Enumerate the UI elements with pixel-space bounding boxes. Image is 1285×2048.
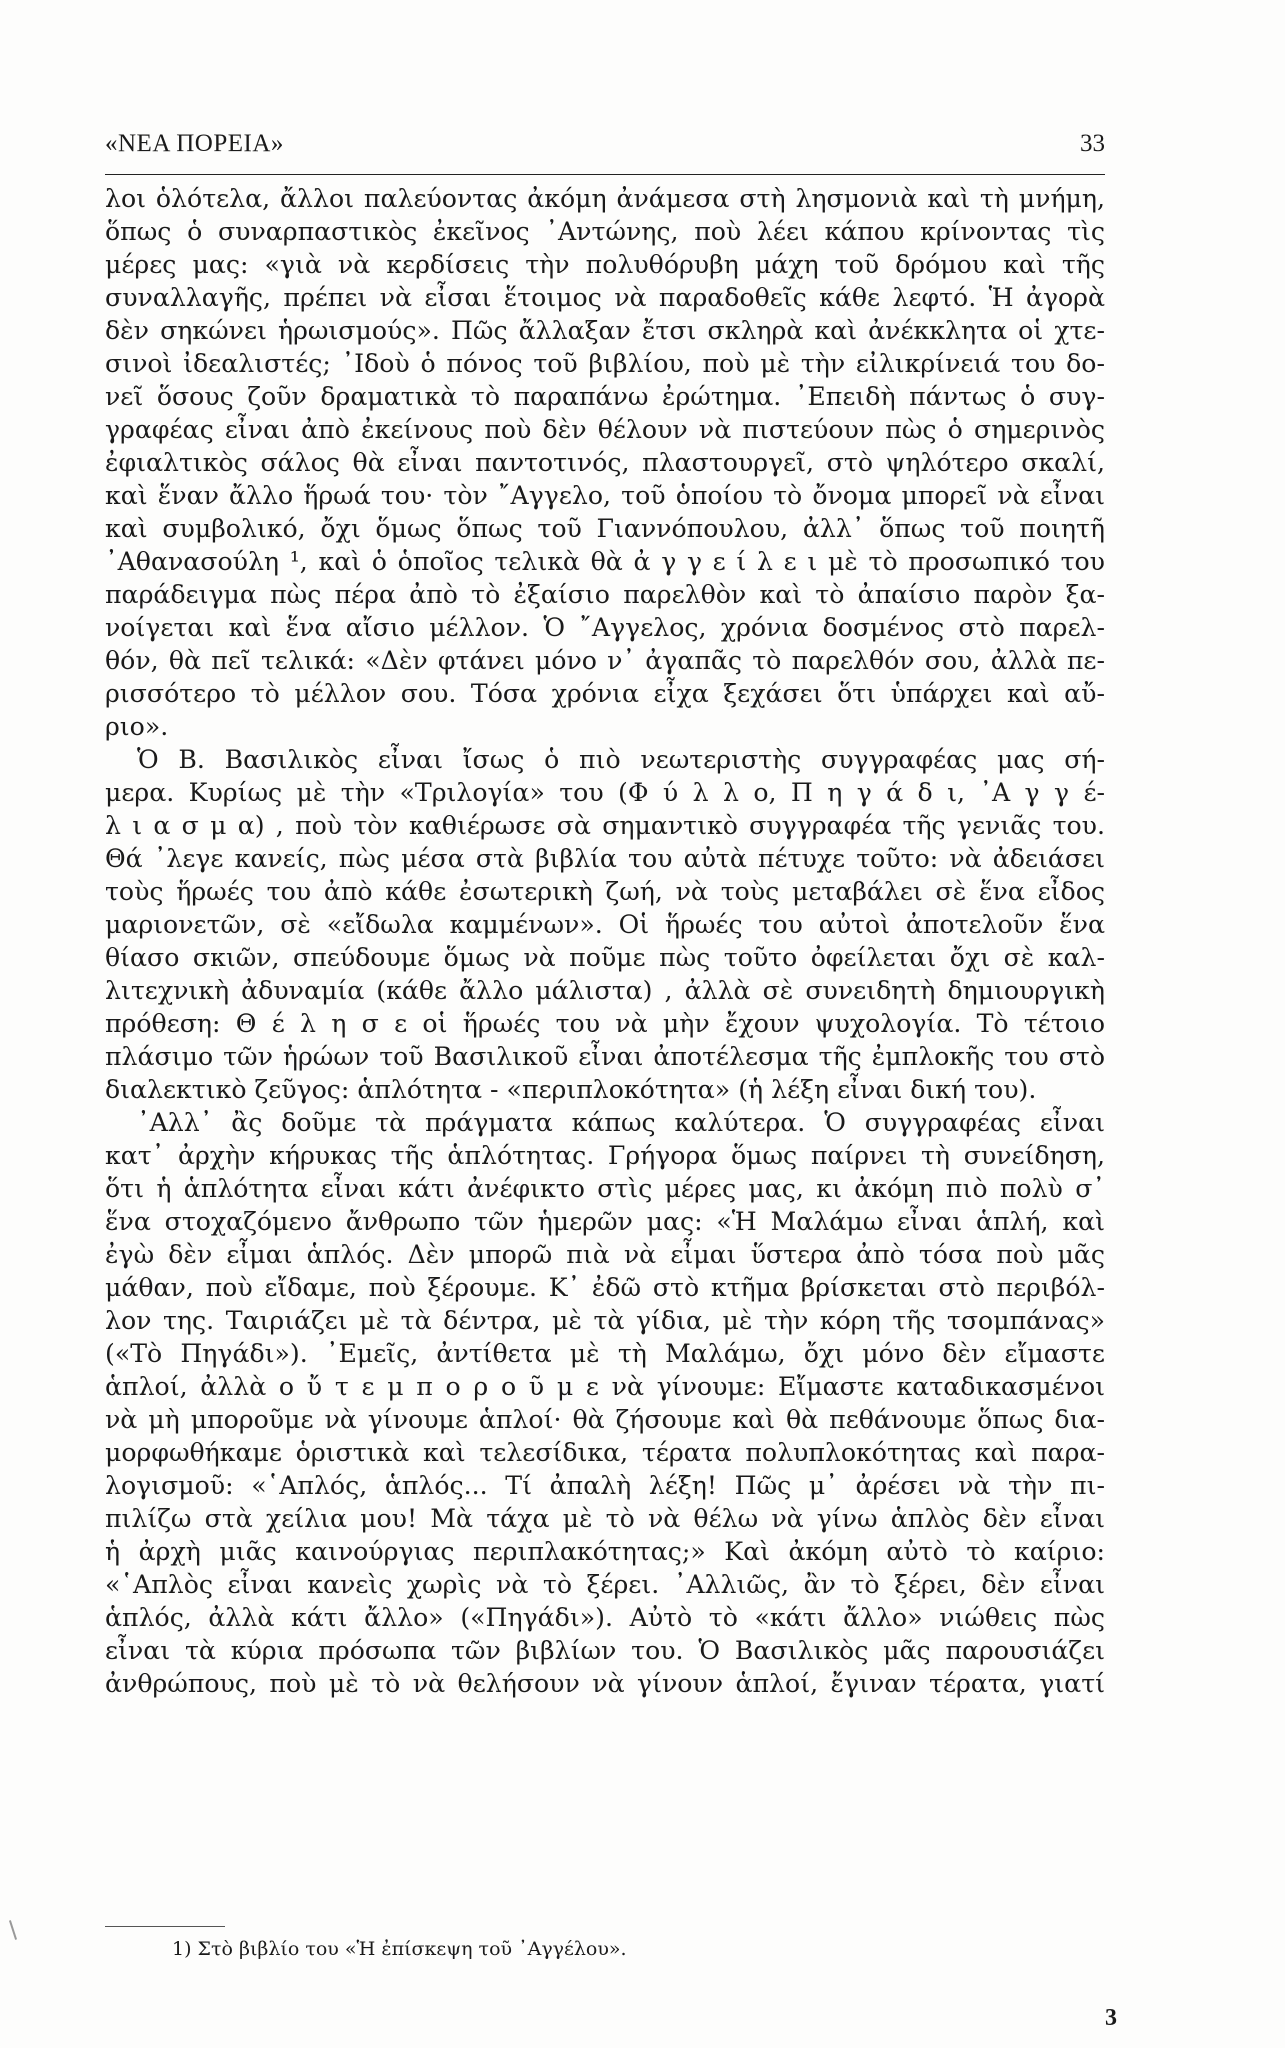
text-line: πλάσιμο τῶν ἡρώων τοῦ Βασιλικοῦ εἶναι ἀποτέλεσμα τῆς ἐμπλοκῆς του στὸ [105, 1042, 1105, 1071]
text-line: Ὁ Β. Βασιλικὸς εἶναι ἴσως ὁ πιὸ νεωτεριστὴς συγγραφέας μας σή- [137, 745, 1105, 774]
text-line: θίασο σκιῶν, σπεύδουμε ὅμως νὰ ποῦμε πὼς τοῦτο ὀφείλεται ὄχι σὲ καλ- [105, 943, 1105, 972]
text-line: πρόθεση: Θ έ λ η σ ε οἱ ἥρωές του νὰ μὴν ἔχουν ψυχολογία. Τὸ τέτοιο [105, 1009, 1105, 1038]
text-line: ἁπλός, ἀλλὰ κάτι ἄλλο» («Πηγάδι»). Αὐτὸ τὸ «κάτι ἄλλο» νιώθεις πὼς [105, 1603, 1105, 1632]
text-line: θόν, θὰ πεῖ τελικά: «Δὲν φτάνει μόνο ν᾿ ἀγαπᾶς τὸ παρελθόν σου, ἀλλὰ πε- [105, 646, 1105, 675]
text-line: παράδειγμα πὼς πέρα ἀπὸ τὸ ἐξαίσιο παρελθὸν καὶ τὸ ἀπαίσιο παρὸν ξα- [105, 580, 1105, 609]
text-line: ἁπλοί, ἀλλὰ ο ὔ τ ε μ π ο ρ ο ῦ μ ε νὰ γίνουμε: Εἴμαστε καταδικασμένοι [105, 1372, 1105, 1401]
text-line: ριο». [105, 712, 169, 741]
text-line: ἕνα στοχαζόμενο ἄνθρωπο τῶν ἡμερῶν μας: «Ἡ Μαλάμω εἶναι ἁπλή, καὶ [105, 1207, 1105, 1236]
text-line: ὅπως ὁ συναρπαστικὸς ἐκεῖνος ᾿Αντώνης, ποὺ λέει κάπου κρίνοντας τὶς [105, 217, 1105, 246]
text-line: κατ᾿ ἀρχὴν κήρυκας τῆς ἁπλότητας. Γρήγορα ὅμως παίρνει τὴ συνείδηση, [105, 1141, 1105, 1170]
footnote: 1) Στὸ βιβλίο του «Ἡ ἐπίσκεψη τοῦ ᾿Αγγέλου». [172, 1938, 627, 1960]
journal-title: «ΝΕΑ ΠΟΡΕΙΑ» [105, 130, 284, 157]
text-line: μαριονετῶν, σὲ «εἴδωλα καμμένων». Οἱ ἥρωές του αὐτοὶ ἀποτελοῦν ἕνα [105, 910, 1105, 939]
text-line: συναλλαγῆς, πρέπει νὰ εἶσαι ἕτοιμος νὰ παραδοθεῖς κάθε λεφτό. Ἡ ἀγορὰ [105, 283, 1105, 312]
text-line: νοίγεται καὶ ἕνα αἴσιο μέλλον. Ὁ ῎Αγγελος, χρόνια δοσμένος στὸ παρελ- [105, 613, 1105, 642]
text-line: πιλίζω στὰ χείλια μου! Μὰ τάχα μὲ τὸ νὰ θέλω νὰ γίνω ἁπλὸς δὲν εἶναι [105, 1504, 1105, 1533]
text-line: καὶ ἕναν ἄλλο ἥρωά του· τὸν ῎Αγγελο, τοῦ ὁποίου τὸ ὄνομα μπορεῖ νὰ εἶναι [105, 481, 1105, 510]
text-line: «῾Απλὸς εἶναι κανεὶς χωρὶς νὰ τὸ ξέρει. ᾿Αλλιῶς, ἂν τὸ ξέρει, δὲν εἶναι [105, 1570, 1105, 1599]
text-line: λιτεχνικὴ ἀδυναμία (κάθε ἄλλο μάλιστα) , ἀλλὰ σὲ συνειδητὴ δημιουργικὴ [105, 976, 1105, 1005]
text-line: λογισμοῦ: «῾Απλός, ἁπλός... Τί ἀπαλὴ λέξη! Πῶς μ᾿ ἀρέσει νὰ τὴν πι- [105, 1471, 1105, 1500]
text-line: λον της. Ταιριάζει μὲ τὰ δέντρα, μὲ τὰ γίδια, μὲ τὴν κόρη τῆς τσομπάνας» [105, 1306, 1105, 1335]
text-line: λοι ὁλότελα, ἄλλοι παλεύοντας ἀκόμη ἀνάμεσα στὴ λησμονιὰ καὶ τὴ μνήμη, [105, 184, 1105, 213]
text-line: λ ι α σ μ α) , ποὺ τὸν καθιέρωσε σὰ σημαντικὸ συγγραφέα τῆς γενιᾶς του. [105, 811, 1105, 840]
text-line: ὅτι ἡ ἁπλότητα εἶναι κάτι ἀνέφικτο στὶς μέρες μας, κι ἀκόμη πιὸ πολὺ σ᾿ [105, 1174, 1105, 1203]
text-line: σινοὶ ἰδεαλιστές; ᾿Ιδοὺ ὁ πόνος τοῦ βιβλίου, ποὺ μὲ τὴν εἰλικρίνειά του δο- [105, 349, 1105, 378]
text-line: τοὺς ἥρωές του ἀπὸ κάθε ἐσωτερικὴ ζωή, νὰ τοὺς μεταβάλει σὲ ἕνα εἶδος [105, 877, 1105, 906]
text-line: καὶ συμβολικό, ὄχι ὅμως ὅπως τοῦ Γιαννόπουλου, ἀλλ᾿ ὅπως τοῦ ποιητῆ [105, 514, 1105, 543]
text-line: νὰ μὴ μποροῦμε νὰ γίνουμε ἁπλοί· θὰ ζήσουμε καὶ θὰ πεθάνουμε ὅπως δια- [105, 1405, 1105, 1434]
text-line: μορφωθήκαμε ὁριστικὰ καὶ τελεσίδικα, τέρατα πολυπλοκότητας καὶ παρα- [105, 1438, 1105, 1467]
page-number: 33 [1080, 130, 1105, 157]
text-line: μερα. Κυρίως μὲ τὴν «Τριλογία» του (Φ ύ λ λ ο, Π η γ ά δ ι, ᾿Α γ γ έ- [105, 778, 1105, 807]
text-line: ᾿Αλλ᾿ ἂς δοῦμε τὰ πράγματα κάπως καλύτερα. Ὁ συγγραφέας εἶναι [137, 1108, 1105, 1137]
text-line: δὲν σηκώνει ἡρωισμούς». Πῶς ἄλλαξαν ἔτσι σκληρὰ καὶ ἀνέκκλητα οἱ χτε- [105, 316, 1105, 345]
margin-mark [9, 1920, 17, 1940]
text-line: ἐφιαλτικὸς σάλος θὰ εἶναι παντοτινός, πλαστουργεῖ, στὸ ψηλότερο σκαλί, [105, 448, 1105, 477]
text-line: νεῖ ὅσους ζοῦν δραματικὰ τὸ παραπάνω ἐρώτημα. ᾿Επειδὴ πάντως ὁ συγ- [105, 382, 1105, 411]
text-line: γραφέας εἶναι ἀπὸ ἐκείνους ποὺ δὲν θέλουν νὰ πιστεύουν πὼς ὁ σημερινὸς [105, 415, 1105, 444]
header-rule [105, 174, 1105, 175]
text-line: μάθαν, ποὺ εἴδαμε, ποὺ ξέρουμε. Κ᾿ ἐδῶ στὸ κτῆμα βρίσκεται στὸ περιβόλ- [105, 1273, 1105, 1302]
body-text [105, 182, 1105, 1700]
footnote-rule [105, 1926, 225, 1927]
signature-mark: 3 [1105, 2005, 1117, 2031]
running-head [105, 130, 1105, 170]
text-line: ἀνθρώπους, ποὺ μὲ τὸ νὰ θελήσουν νὰ γίνουν ἁπλοί, ἔγιναν τέρατα, γιατί [105, 1669, 1105, 1698]
text-line: ἡ ἀρχὴ μιᾶς καινούργιας περιπλακότητας;» Καὶ ἀκόμη αὐτὸ τὸ καίριο: [105, 1537, 1105, 1566]
text-line: («Τὸ Πηγάδι»). ᾿Εμεῖς, ἀντίθετα μὲ τὴ Μαλάμω, ὄχι μόνο δὲν εἴμαστε [105, 1339, 1105, 1368]
text-line: ᾿Αθανασούλη ¹, καὶ ὁ ὁποῖος τελικὰ θὰ ἀ γ γ ε ί λ ε ι μὲ τὸ προσωπικό του [105, 547, 1105, 576]
text-line: ρισσότερο τὸ μέλλον σου. Τόσα χρόνια εἶχα ξεχάσει ὅτι ὑπάρχει καὶ αὔ- [105, 679, 1105, 708]
text-line: Θά ᾿λεγε κανείς, πὼς μέσα στὰ βιβλία του αὐτὰ πέτυχε τοῦτο: νὰ ἀδειάσει [105, 844, 1105, 873]
text-line: εἶναι τὰ κύρια πρόσωπα τῶν βιβλίων του. Ὁ Βασιλικὸς μᾶς παρουσιάζει [105, 1636, 1105, 1665]
text-line: ἐγὼ δὲν εἶμαι ἁπλός. Δὲν μπορῶ πιὰ νὰ εἶμαι ὕστερα ἀπὸ τόσα ποὺ μᾶς [105, 1240, 1105, 1269]
text-line: διαλεκτικὸ ζεῦγος: ἁπλότητα - «περιπλοκότητα» (ἡ λέξη εἶναι δική του). [105, 1075, 1037, 1104]
text-line: μέρες μας: «γιὰ νὰ κερδίσεις τὴν πολυθόρυβη μάχη τοῦ δρόμου καὶ τῆς [105, 250, 1105, 279]
